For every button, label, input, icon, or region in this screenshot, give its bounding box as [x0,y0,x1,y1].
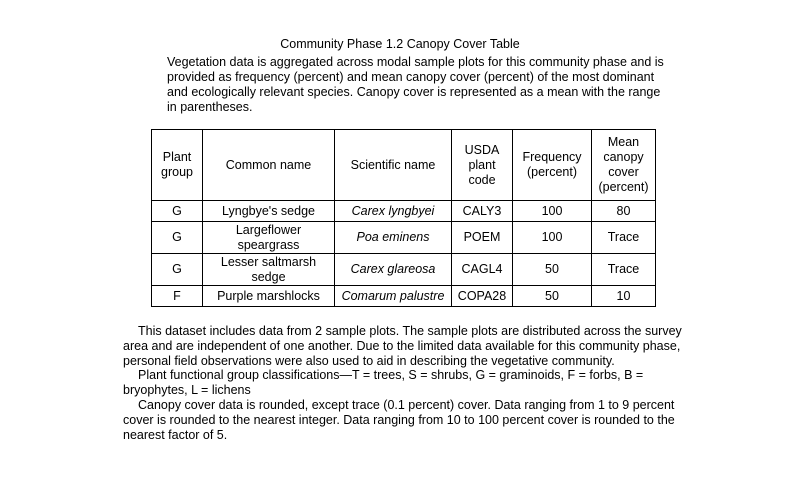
cell-frequency: 100 [513,222,592,254]
cell-frequency: 50 [513,254,592,286]
cell-scientific-name: Carex lyngbyei [335,201,452,222]
table-row [152,286,656,307]
table-header-row [152,130,656,201]
cell-scientific-name: Comarum palustre [335,286,452,307]
cell-scientific-name: Carex glareosa [335,254,452,286]
cell-scientific-name: Poa eminens [335,222,452,254]
cell-usda-code: POEM [452,222,513,254]
cell-canopy-cover: 80 [592,201,656,222]
header-common-name: Common name [203,130,335,201]
intro-paragraph: Vegetation data is aggregated across modal sample plots for this community phase and is provided as frequency (percent) and mean canopy cover (percent) of the most dominant and ecologically relevant species. Canopy cover is represented as a mean with the range in parentheses. [167,55,664,114]
cell-usda-code: CALY3 [452,201,513,222]
note-rounding: Canopy cover data is rounded, except trace (0.1 percent) cover. Data ranging from 1 to 9 percent cover is rounded to the nearest integer. Data ranging from 10 to 100 percent cover is rounded to the nearest factor of 5. [123,397,675,442]
header-plant-group: Plant group [152,130,203,201]
cell-usda-code: COPA28 [452,286,513,307]
note-sample-plots: This dataset includes data from 2 sample plots. The sample plots are distributed across the survey area and are independent of one another. Due to the limited data available for this community phase, personal field observations were also used to aid in describing the vegetative community. [123,324,682,368]
notes-section [123,324,683,442]
cell-frequency: 50 [513,286,592,307]
cell-canopy-cover: 10 [592,286,656,307]
table-row [152,201,656,222]
header-frequency: Frequency (percent) [513,130,592,201]
table-title: Community Phase 1.2 Canopy Cover Table [280,37,520,51]
cell-common-name: Purple marshlocks [203,286,335,307]
header-scientific-name: Scientific name [335,130,452,201]
table-row [152,254,656,286]
cell-canopy-cover: Trace [592,254,656,286]
cell-canopy-cover: Trace [592,222,656,254]
table-row [152,222,656,254]
header-usda-plant-code: USDA plant code [452,130,513,201]
note-functional-groups: Plant functional group classifications—T = trees, S = shrubs, G = graminoids, F = forbs, B = bryophytes, L = lichens [123,368,644,398]
cell-common-name: Largeflower speargrass [203,222,335,254]
canopy-cover-table [151,129,656,307]
cell-common-name: Lesser saltmarsh sedge [203,254,335,286]
cell-usda-code: CAGL4 [452,254,513,286]
cell-plant-group: F [152,286,203,307]
header-mean-canopy-cover: Mean canopy cover (percent) [592,130,656,201]
cell-plant-group: G [152,201,203,222]
cell-frequency: 100 [513,201,592,222]
cell-plant-group: G [152,254,203,286]
cell-common-name: Lyngbye's sedge [203,201,335,222]
cell-plant-group: G [152,222,203,254]
